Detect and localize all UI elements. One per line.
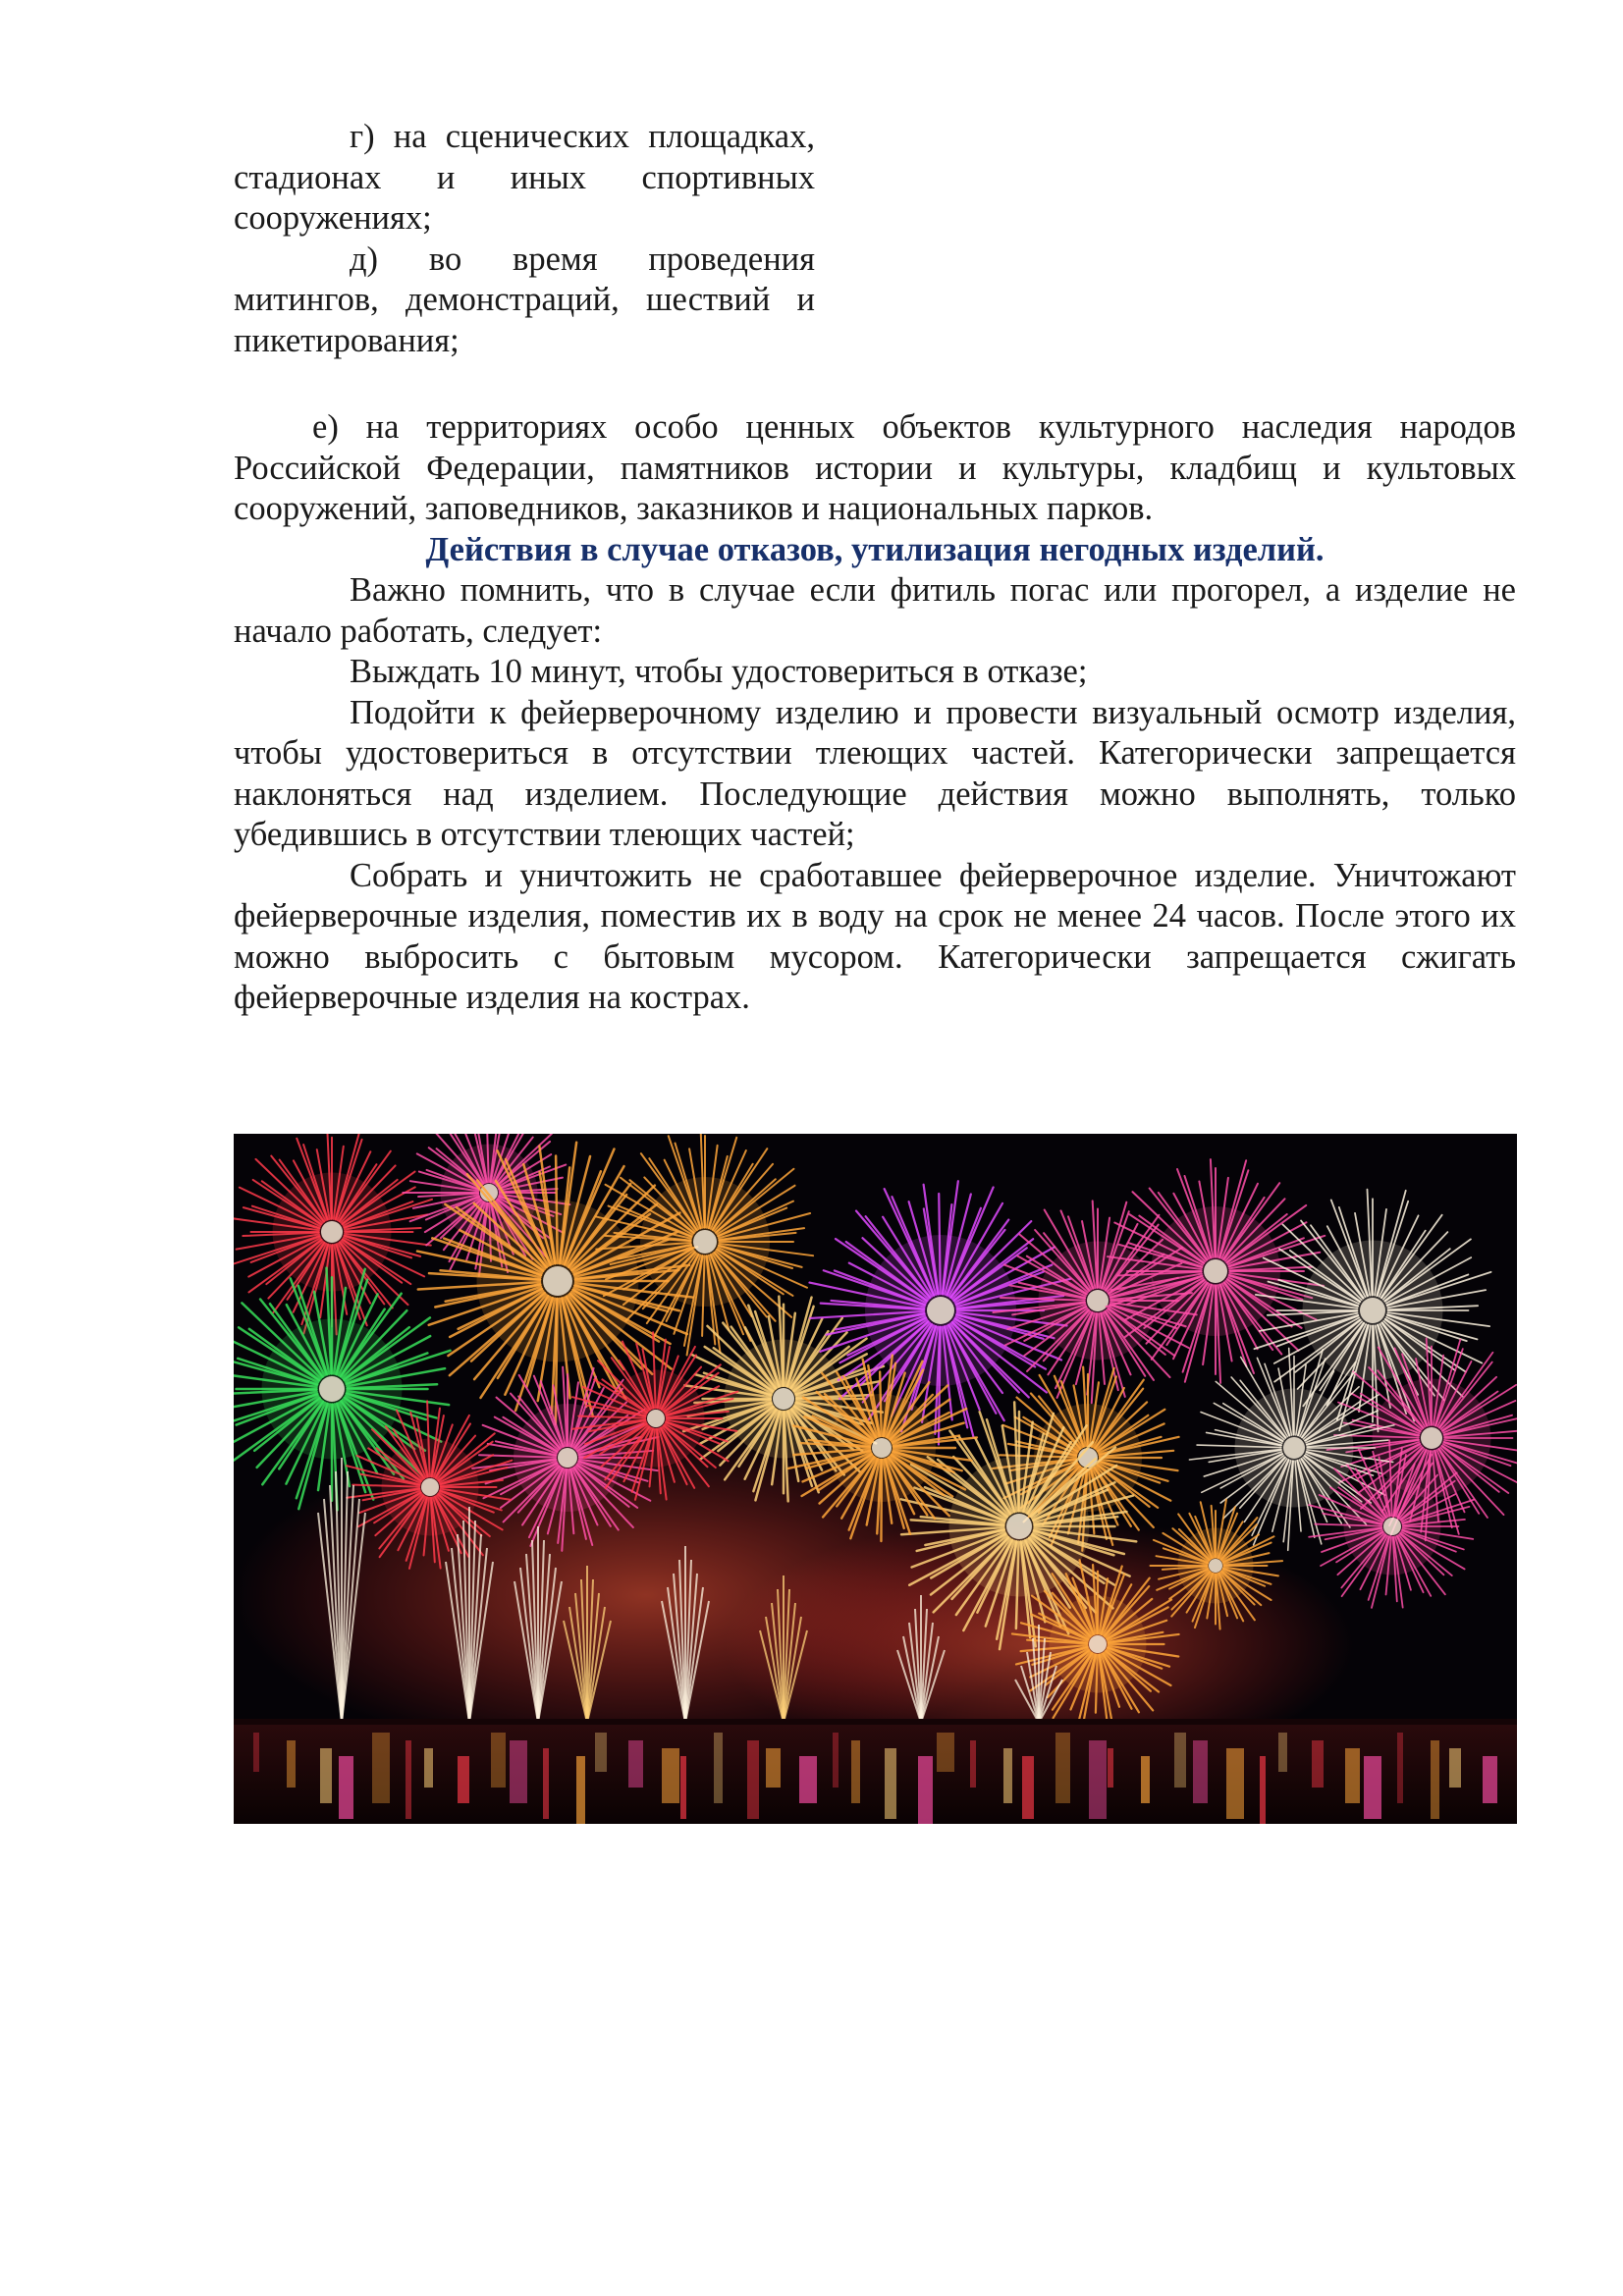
paragraph-inspect: Подойти к фейерверочному изделию и провести визуальный осмотр изделия, чтобы удостовериться в отсутствии тлеющих частей. Категорически запрещается наклоняться над изделием. Последующие действия можно выполнять, только убедившись в отсутствии тлеющих частей; — [234, 693, 1516, 853]
left-column-list — [234, 117, 815, 361]
paragraph-wait: Выждать 10 минут, чтобы удостовериться в отказе; — [350, 653, 1088, 690]
list-item-e-block — [234, 407, 1516, 530]
instructions-block — [234, 570, 1516, 1019]
paragraph-intro: Важно помнить, что в случае если фитиль погас или прогорел, а изделие не начало работать, следует: — [234, 571, 1516, 650]
list-item-e: е) на территориях особо ценных объектов культурного наследия народов Российской Федерации, памятников истории и культуры, кладбищ и культовых сооружений, заповедников, заказников и национальных парков. — [234, 408, 1516, 527]
fireworks-over-water-icon — [234, 1134, 1517, 1824]
section-heading: Действия в случае отказов, утилизация негодных изделий. — [425, 531, 1325, 568]
fireworks-photo — [234, 1134, 1517, 1824]
list-item-g: г) на сценических площадках, стадионах и иных спортивных сооружениях; — [234, 118, 815, 237]
list-item-d: д) во время проведения митингов, демонстраций, шествий и пикетирования; — [234, 240, 815, 359]
paragraph-dispose: Собрать и уничтожить не сработавшее фейерверочное изделие. Уничтожают фейерверочные изделия, поместив их в воду на срок не менее 24 часов. После этого их можно выбросить с бытовым мусором. Категорически запрещается сжигать фейерверочные изделия на кострах. — [234, 856, 1516, 1016]
